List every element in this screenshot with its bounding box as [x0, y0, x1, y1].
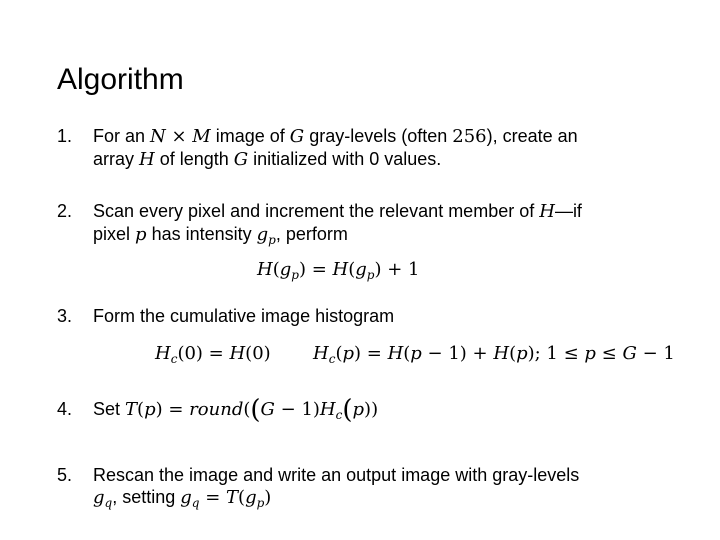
item-number: 5.	[57, 465, 73, 485]
math-256: 256	[452, 126, 487, 147]
list-item-1	[57, 125, 677, 171]
item-number: 4.	[57, 399, 73, 419]
equation-cumulative-recurrence: $H_c(p) = H(p - 1) + H(p)$; 1 ≤ p ≤ G − 1	[313, 343, 675, 366]
item-number: 3.	[57, 306, 73, 326]
item-1-line-1: For an N × M image of G gray-levels (often 256), create an	[93, 126, 578, 147]
item-2-line-2: pixel p has intensity $g_p$, perform	[93, 224, 348, 247]
item-4-text: Set	[93, 399, 126, 419]
list-item-4	[57, 395, 677, 426]
math-h: H	[139, 149, 155, 170]
equation-cumulative-base: $H_c(0) = H(0)$	[155, 343, 271, 366]
list-item-2	[57, 200, 677, 251]
equation-output-mapping: $g_q = T(g_p)$	[180, 487, 272, 510]
math-g: G	[233, 149, 249, 170]
equation-transform: T(p) = round((G − $1)H_c(p)$)	[125, 395, 379, 425]
item-5-line-2: $g_q$, setting $g_q = T(g_p)$	[93, 487, 272, 510]
equation-histogram-increment: $H(g_p) = H(g_p) + 1$	[257, 259, 420, 282]
math-h: H	[539, 201, 555, 222]
math-g: g	[93, 487, 105, 508]
item-3-text: Form the cumulative image histogram	[93, 306, 395, 326]
math-p: p	[135, 224, 147, 245]
math-g: g	[256, 224, 269, 245]
item-1-line-2: array H of length G initialized with 0 values.	[93, 149, 442, 170]
math-g: G	[289, 126, 305, 147]
item-2-line-1: Scan every pixel and increment the relevant member of H—if	[93, 201, 582, 222]
item-number: 1.	[57, 126, 73, 146]
item-5-line-1: Rescan the image and write an output image with gray-levels	[93, 465, 580, 485]
item-number: 2.	[57, 201, 73, 221]
slide-title: Algorithm	[57, 63, 184, 96]
math-n-times-m: N × M	[150, 126, 211, 147]
list-item-3	[57, 305, 677, 327]
list-item-5	[57, 464, 677, 514]
